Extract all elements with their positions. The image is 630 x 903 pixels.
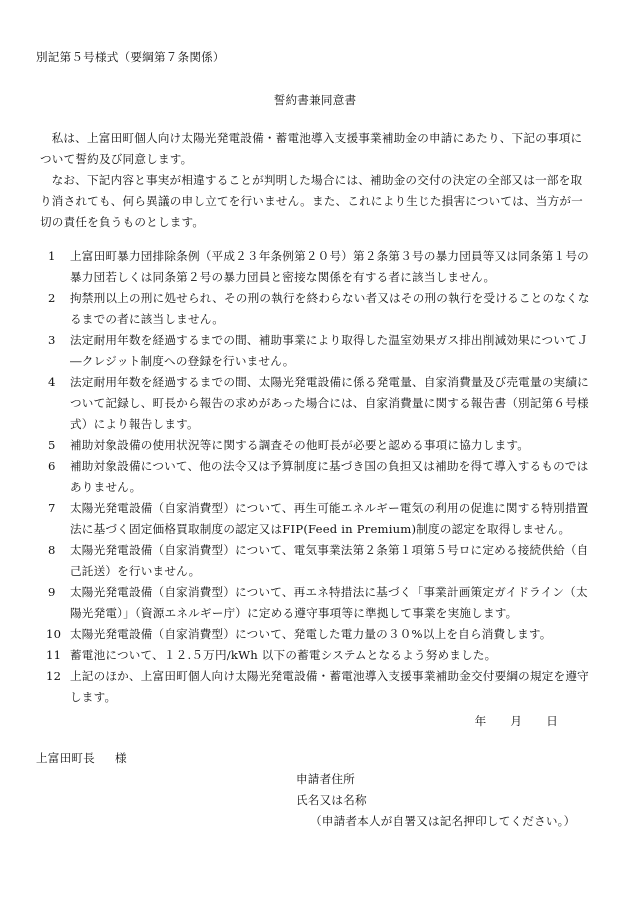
date-month-label: 月 (510, 714, 523, 728)
pledge-item-number: 1 (48, 249, 56, 263)
pledge-item-text: 太陽光発電設備（自家消費型）について、再エネ特措法に基づく「事業計画策定ガイドライン（太陽光発電）」（資源エネルギー庁）に定める遵守事項等に準拠して事業を実施します。 (70, 585, 588, 620)
date-day-label: 日 (546, 714, 558, 728)
recipient-honorific: 様 (114, 751, 127, 765)
date-line (475, 713, 558, 729)
pledge-item (40, 666, 592, 708)
intro-paragraph-2: なお、下記内容と事実が相違することが判明した場合には、補助金の交付の決定の全部又は一部を取り消されても、何ら異議の申し立てを行いません。また、これにより生じた損害については、当方が一切の責任を負うものとします。 (40, 173, 583, 229)
intro-section (40, 128, 590, 233)
pledge-item-text: 法定耐用年数を経過するまでの間、補助事業により取得した温室効果ガス排出削減効果についてＪ―クレジット制度への登録を行いません。 (70, 333, 589, 368)
pledge-item-text: 上記のほか、上富田町個人向け太陽光発電設備・蓄電池導入支援事業補助金交付要綱の規定を遵守します。 (70, 669, 589, 704)
pledge-item (40, 456, 592, 498)
signature-note: （申請者本人が自署又は記名押印してください。） (310, 814, 576, 828)
pledge-item-text: 補助対象設備について、他の法令又は予算制度に基づき国の負担又は補助を得て導入するものではありません。 (70, 459, 589, 494)
pledge-item-number: 2 (48, 291, 56, 305)
pledge-item-number: 4 (48, 375, 56, 389)
pledge-item (40, 582, 592, 624)
pledge-item-number: 8 (48, 543, 56, 557)
pledge-item-text: 太陽光発電設備（自家消費型）について、発電した電力量の３０%以上を自ら消費します。 (70, 627, 552, 641)
pledge-item-number: 5 (48, 438, 56, 452)
recipient (36, 750, 127, 766)
pledge-item (40, 540, 592, 582)
pledge-item (40, 498, 592, 540)
pledge-item (40, 372, 592, 435)
pledge-item-number: 6 (48, 459, 56, 473)
document-title: 誓約書兼同意書 (273, 93, 357, 107)
applicant-address-label: 申請者住所 (296, 772, 355, 786)
pledge-item-number: 7 (48, 501, 56, 515)
intro-paragraph-1: 私は、上富田町個人向け太陽光発電設備・蓄電池導入支援事業補助金の申請にあたり、下記の事項について誓約及び同意します。 (40, 131, 583, 166)
pledge-item-text: 太陽光発電設備（自家消費型）について、再生可能エネルギー電気の利用の促進に関する特別措置法に基づく固定価格買取制度の認定又はFIP(Feed in Premium)制度の認定を取得しません。 (70, 501, 589, 536)
pledge-item-number: 3 (48, 333, 56, 347)
recipient-name: 上富田町長 (36, 751, 95, 765)
pledge-item-number: 12 (46, 669, 62, 683)
pledge-item-text: 蓄電池について、１２.５万円/kWh 以下の蓄電システムとなるよう努めました。 (70, 648, 497, 662)
pledge-item-number: 10 (46, 627, 62, 641)
applicant-name-label: 氏名又は名称 (296, 793, 367, 807)
pledge-item (40, 624, 592, 645)
pledge-item (40, 645, 592, 666)
date-year-label: 年 (474, 714, 487, 728)
pledge-item-text: 太陽光発電設備（自家消費型）について、電気事業法第２条第１項第５号ロに定める接続供給（自己託送）を行いません。 (70, 543, 589, 578)
pledge-items-list (40, 246, 592, 708)
pledge-item (40, 330, 592, 372)
pledge-item-text: 拘禁刑以上の刑に処せられ、その刑の執行を終わらない者又はその刑の執行を受けることのなくなるまでの者に該当しません。 (70, 291, 590, 326)
pledge-item (40, 288, 592, 330)
form-number: 別記第５号様式（要綱第７条関係） (36, 50, 225, 64)
pledge-item-text: 補助対象設備の使用状況等に関する調査その他町長が必要と認める事項に協力します。 (70, 438, 530, 452)
pledge-item-text: 上富田町暴力団排除条例（平成２３年条例第２０号）第２条第３号の暴力団員等又は同条第１号の暴力団若しくは同条第２号の暴力団員と密接な関係を有する者に該当しません。 (70, 249, 589, 284)
pledge-item-text: 法定耐用年数を経過するまでの間、太陽光発電設備に係る発電量、自家消費量及び売電量の実績について記録し、町長から報告の求めがあった場合には、自家消費量に関する報告書（別記第６号様式）により報告します。 (70, 375, 589, 431)
pledge-item (40, 246, 592, 288)
pledge-item (40, 435, 592, 456)
pledge-item-number: 9 (48, 585, 56, 599)
pledge-item-number: 11 (46, 648, 62, 662)
